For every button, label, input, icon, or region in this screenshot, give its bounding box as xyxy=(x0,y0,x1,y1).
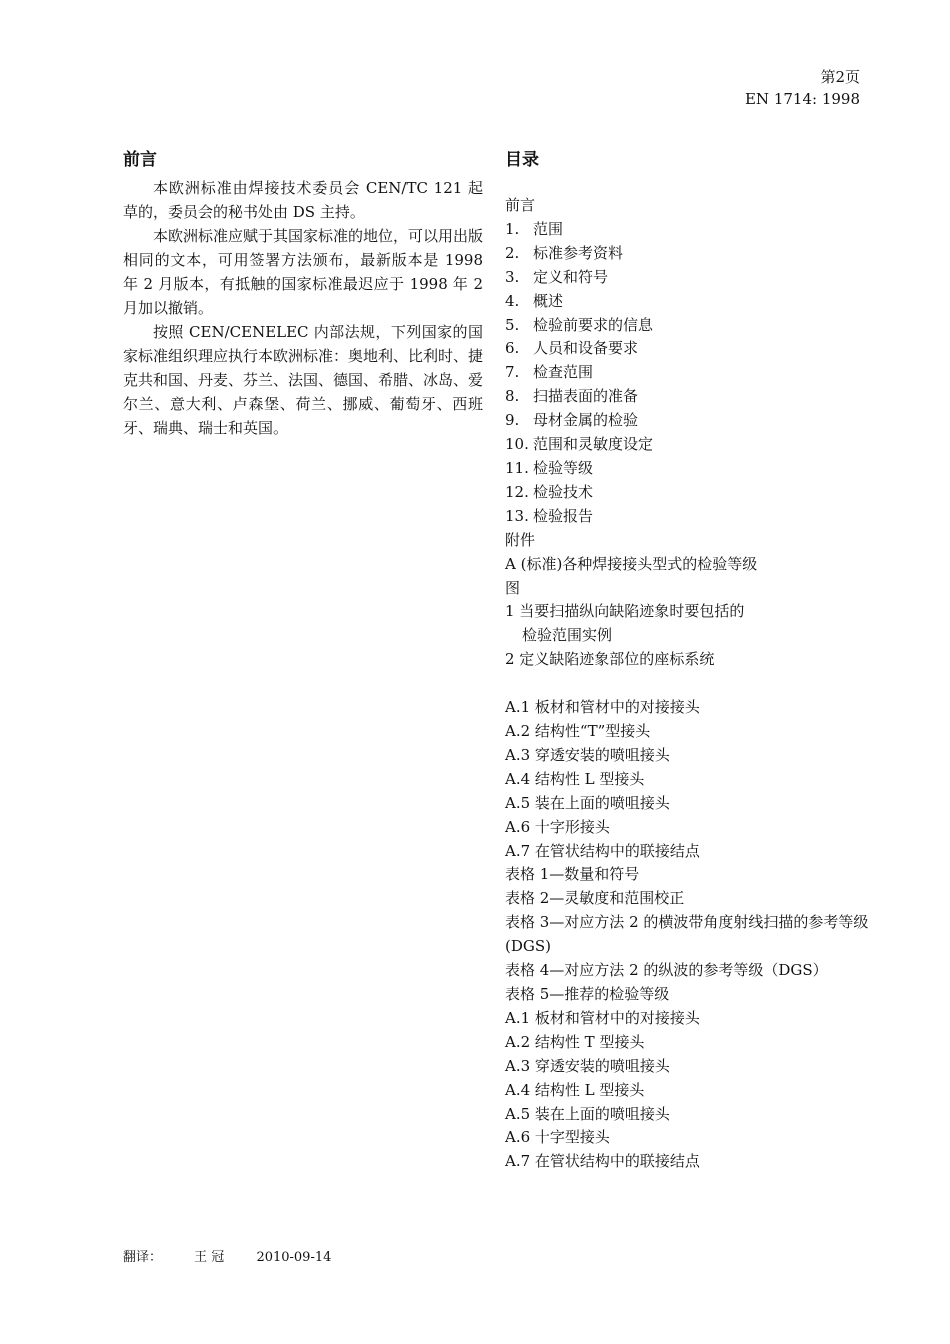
toc-item xyxy=(505,385,880,409)
toc-item xyxy=(505,361,880,385)
toc-item-label: 检查范围 xyxy=(533,363,594,382)
toc-item-label: 范围和灵敏度设定 xyxy=(533,435,654,454)
toc-item-number: 13. xyxy=(505,506,529,525)
toc-section xyxy=(505,148,880,1174)
toc-list xyxy=(505,194,880,1174)
figure-a-item: A.5 装在上面的喷咀接头 xyxy=(505,793,670,812)
toc-item-label: 定义和符号 xyxy=(533,267,609,286)
table-item: 表格 4—对应方法 2 的纵波的参考等级（DGS） xyxy=(505,961,828,980)
toc-title: 目录 xyxy=(505,150,539,170)
table-a-item: A.7 在管状结构中的联接结点 xyxy=(505,1152,700,1171)
toc-item-number: 11. xyxy=(505,458,529,477)
toc-item xyxy=(505,218,880,242)
toc-item-number: 10. xyxy=(505,435,529,454)
table-item: 表格 2—灵敏度和范围校正 xyxy=(505,889,685,908)
toc-item xyxy=(505,290,880,314)
figure-a-item: A.2 结构性“T”型接头 xyxy=(505,722,651,741)
toc-item-number: 12. xyxy=(505,482,529,501)
table-a-item: A.2 结构性 T 型接头 xyxy=(505,1032,645,1051)
table-item: 表格 1—数量和符号 xyxy=(505,865,640,884)
table-item: 表格 3—对应方法 2 的横波带角度射线扫描的参考等级(DGS) xyxy=(505,913,869,956)
toc-item-number: 4. xyxy=(505,291,520,310)
toc-item-foreword: 前言 xyxy=(505,196,536,214)
toc-item-number: 3. xyxy=(505,267,520,286)
toc-item-number: 2. xyxy=(505,243,520,262)
toc-item-number: 7. xyxy=(505,363,520,382)
toc-item-label: 人员和设备要求 xyxy=(533,339,639,358)
foreword-paragraph: 本欧洲标准由焊接技术委员会 CEN/TC 121 起草的，委员会的秘书处由 DS 主持。 xyxy=(123,179,483,221)
page-number: 第2页 xyxy=(820,68,860,86)
translator-label: 翻译： xyxy=(123,1250,163,1265)
toc-item-label: 标准参考资料 xyxy=(533,243,624,262)
table-a-item: A.3 穿透安装的喷咀接头 xyxy=(505,1056,670,1075)
toc-item-label: 检验技术 xyxy=(533,482,594,501)
toc-item-number: 1. xyxy=(505,219,520,238)
toc-item-number: 6. xyxy=(505,339,520,358)
table-a-item: A.4 结构性 L 型接头 xyxy=(505,1080,645,1099)
toc-item-label: 检验等级 xyxy=(533,458,594,477)
toc-item-label: 检验前要求的信息 xyxy=(533,315,654,334)
toc-item-label: 扫描表面的准备 xyxy=(533,387,639,406)
figure-item: 1 当要扫描纵向缺陷迹象时要包括的 xyxy=(505,602,745,621)
foreword-paragraph: 本欧洲标准应赋于其国家标准的地位，可以用出版相同的文本，可用签署方法颁布，最新版本是 1998 年 2 月版本，有抵触的国家标准最迟应于 1998 年 2 月加以撤销。 xyxy=(123,227,484,317)
figure-a-item: A.1 板材和管材中的对接接头 xyxy=(505,698,700,717)
toc-item-label: 范围 xyxy=(533,219,564,238)
toc-item xyxy=(505,409,880,433)
toc-item-number: 5. xyxy=(505,315,520,334)
table-item: 表格 5—推荐的检验等级 xyxy=(505,985,670,1003)
toc-item xyxy=(505,481,880,505)
figure-a-item: A.4 结构性 L 型接头 xyxy=(505,769,645,788)
toc-item xyxy=(505,266,880,290)
figure-a-item: A.6 十字形接头 xyxy=(505,817,610,836)
toc-item-label: 母材金属的检验 xyxy=(533,411,639,430)
toc-item xyxy=(505,314,880,338)
page-header xyxy=(745,66,860,110)
foreword-section xyxy=(123,148,483,440)
toc-item xyxy=(505,337,880,361)
toc-item-number: 8. xyxy=(505,387,520,406)
toc-item xyxy=(505,433,880,457)
table-a-item: A.6 十字型接头 xyxy=(505,1128,610,1147)
spacer xyxy=(505,672,880,696)
toc-item xyxy=(505,505,880,529)
table-a-item: A.5 装在上面的喷咀接头 xyxy=(505,1104,670,1123)
standard-number: EN 1714: 1998 xyxy=(744,90,860,108)
foreword-title: 前言 xyxy=(123,150,157,170)
figure-item-continuation: 检验范围实例 xyxy=(522,626,613,645)
table-a-item: A.1 板材和管材中的对接接头 xyxy=(505,1008,700,1027)
toc-item-label: 检验报告 xyxy=(533,506,594,525)
toc-item xyxy=(505,457,880,481)
figure-a-item: A.7 在管状结构中的联接结点 xyxy=(505,841,700,860)
translator-name: 王 冠 xyxy=(194,1250,225,1265)
toc-item xyxy=(505,242,880,266)
toc-item-label: 概述 xyxy=(533,291,564,310)
toc-item-number: 9. xyxy=(505,411,520,430)
figures-heading: 图 xyxy=(505,578,521,597)
figure-item: 2 定义缺陷迹象部位的座标系统 xyxy=(505,650,715,669)
annex-heading: 附件 xyxy=(505,530,536,549)
page-footer xyxy=(123,1246,359,1265)
translation-date: 2010-09-14 xyxy=(256,1250,332,1265)
annex-a-item: A (标准)各种焊接接头型式的检验等级 xyxy=(505,554,758,573)
figure-a-item: A.3 穿透安装的喷咀接头 xyxy=(505,745,670,764)
foreword-paragraph: 按照 CEN/CENELEC 内部法规，下列国家的国家标准组织理应执行本欧洲标准：奥地利、比利时、捷克共和国、丹麦、芬兰、法国、德国、希腊、冰岛、爱尔兰、意大利、卢森堡、荷兰、挪威、葡萄牙、西班牙、瑞典、瑞士和英国。 xyxy=(123,323,484,437)
